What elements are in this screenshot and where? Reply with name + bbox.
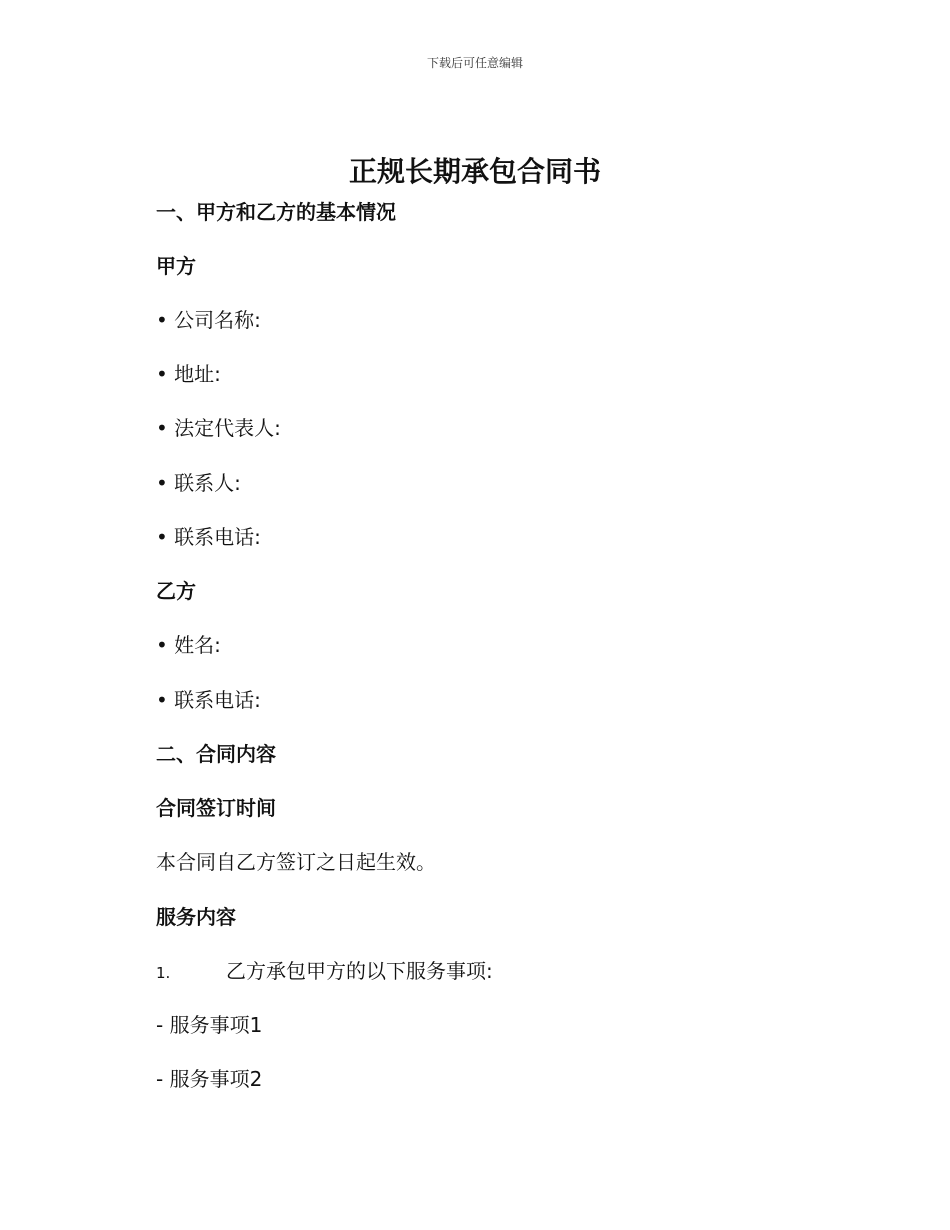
party-a-company-name: • 公司名称: (156, 308, 261, 332)
party-b-name: • 姓名: (156, 633, 221, 657)
party-b-label: 乙方 (156, 579, 196, 603)
section-1-heading: 一、甲方和乙方的基本情况 (156, 200, 396, 224)
party-a-legal-rep: • 法定代表人: (156, 416, 281, 440)
signing-time-text: 本合同自乙方签订之日起生效。 (156, 850, 436, 874)
service-sub-item-1: - 服务事项1 (156, 1013, 263, 1037)
document-title: 正规长期承包合同书 (348, 155, 601, 188)
party-a-label: 甲方 (156, 254, 196, 278)
party-a-contact: • 联系人: (156, 471, 241, 495)
list-number: 1. (156, 964, 171, 982)
service-item-1 (156, 957, 493, 987)
service-sub-item-2: - 服务事项2 (156, 1067, 263, 1091)
party-a-address: • 地址: (156, 362, 221, 386)
header-note: 下载后可任意编辑 (426, 56, 523, 70)
section-2-heading: 二、合同内容 (156, 742, 276, 766)
party-a-phone: • 联系电话: (156, 525, 261, 549)
party-b-phone: • 联系电话: (156, 688, 261, 712)
service-item-text: 乙方承包甲方的以下服务事项: (226, 959, 493, 983)
services-heading: 服务内容 (156, 905, 236, 929)
signing-time-heading: 合同签订时间 (156, 796, 276, 820)
